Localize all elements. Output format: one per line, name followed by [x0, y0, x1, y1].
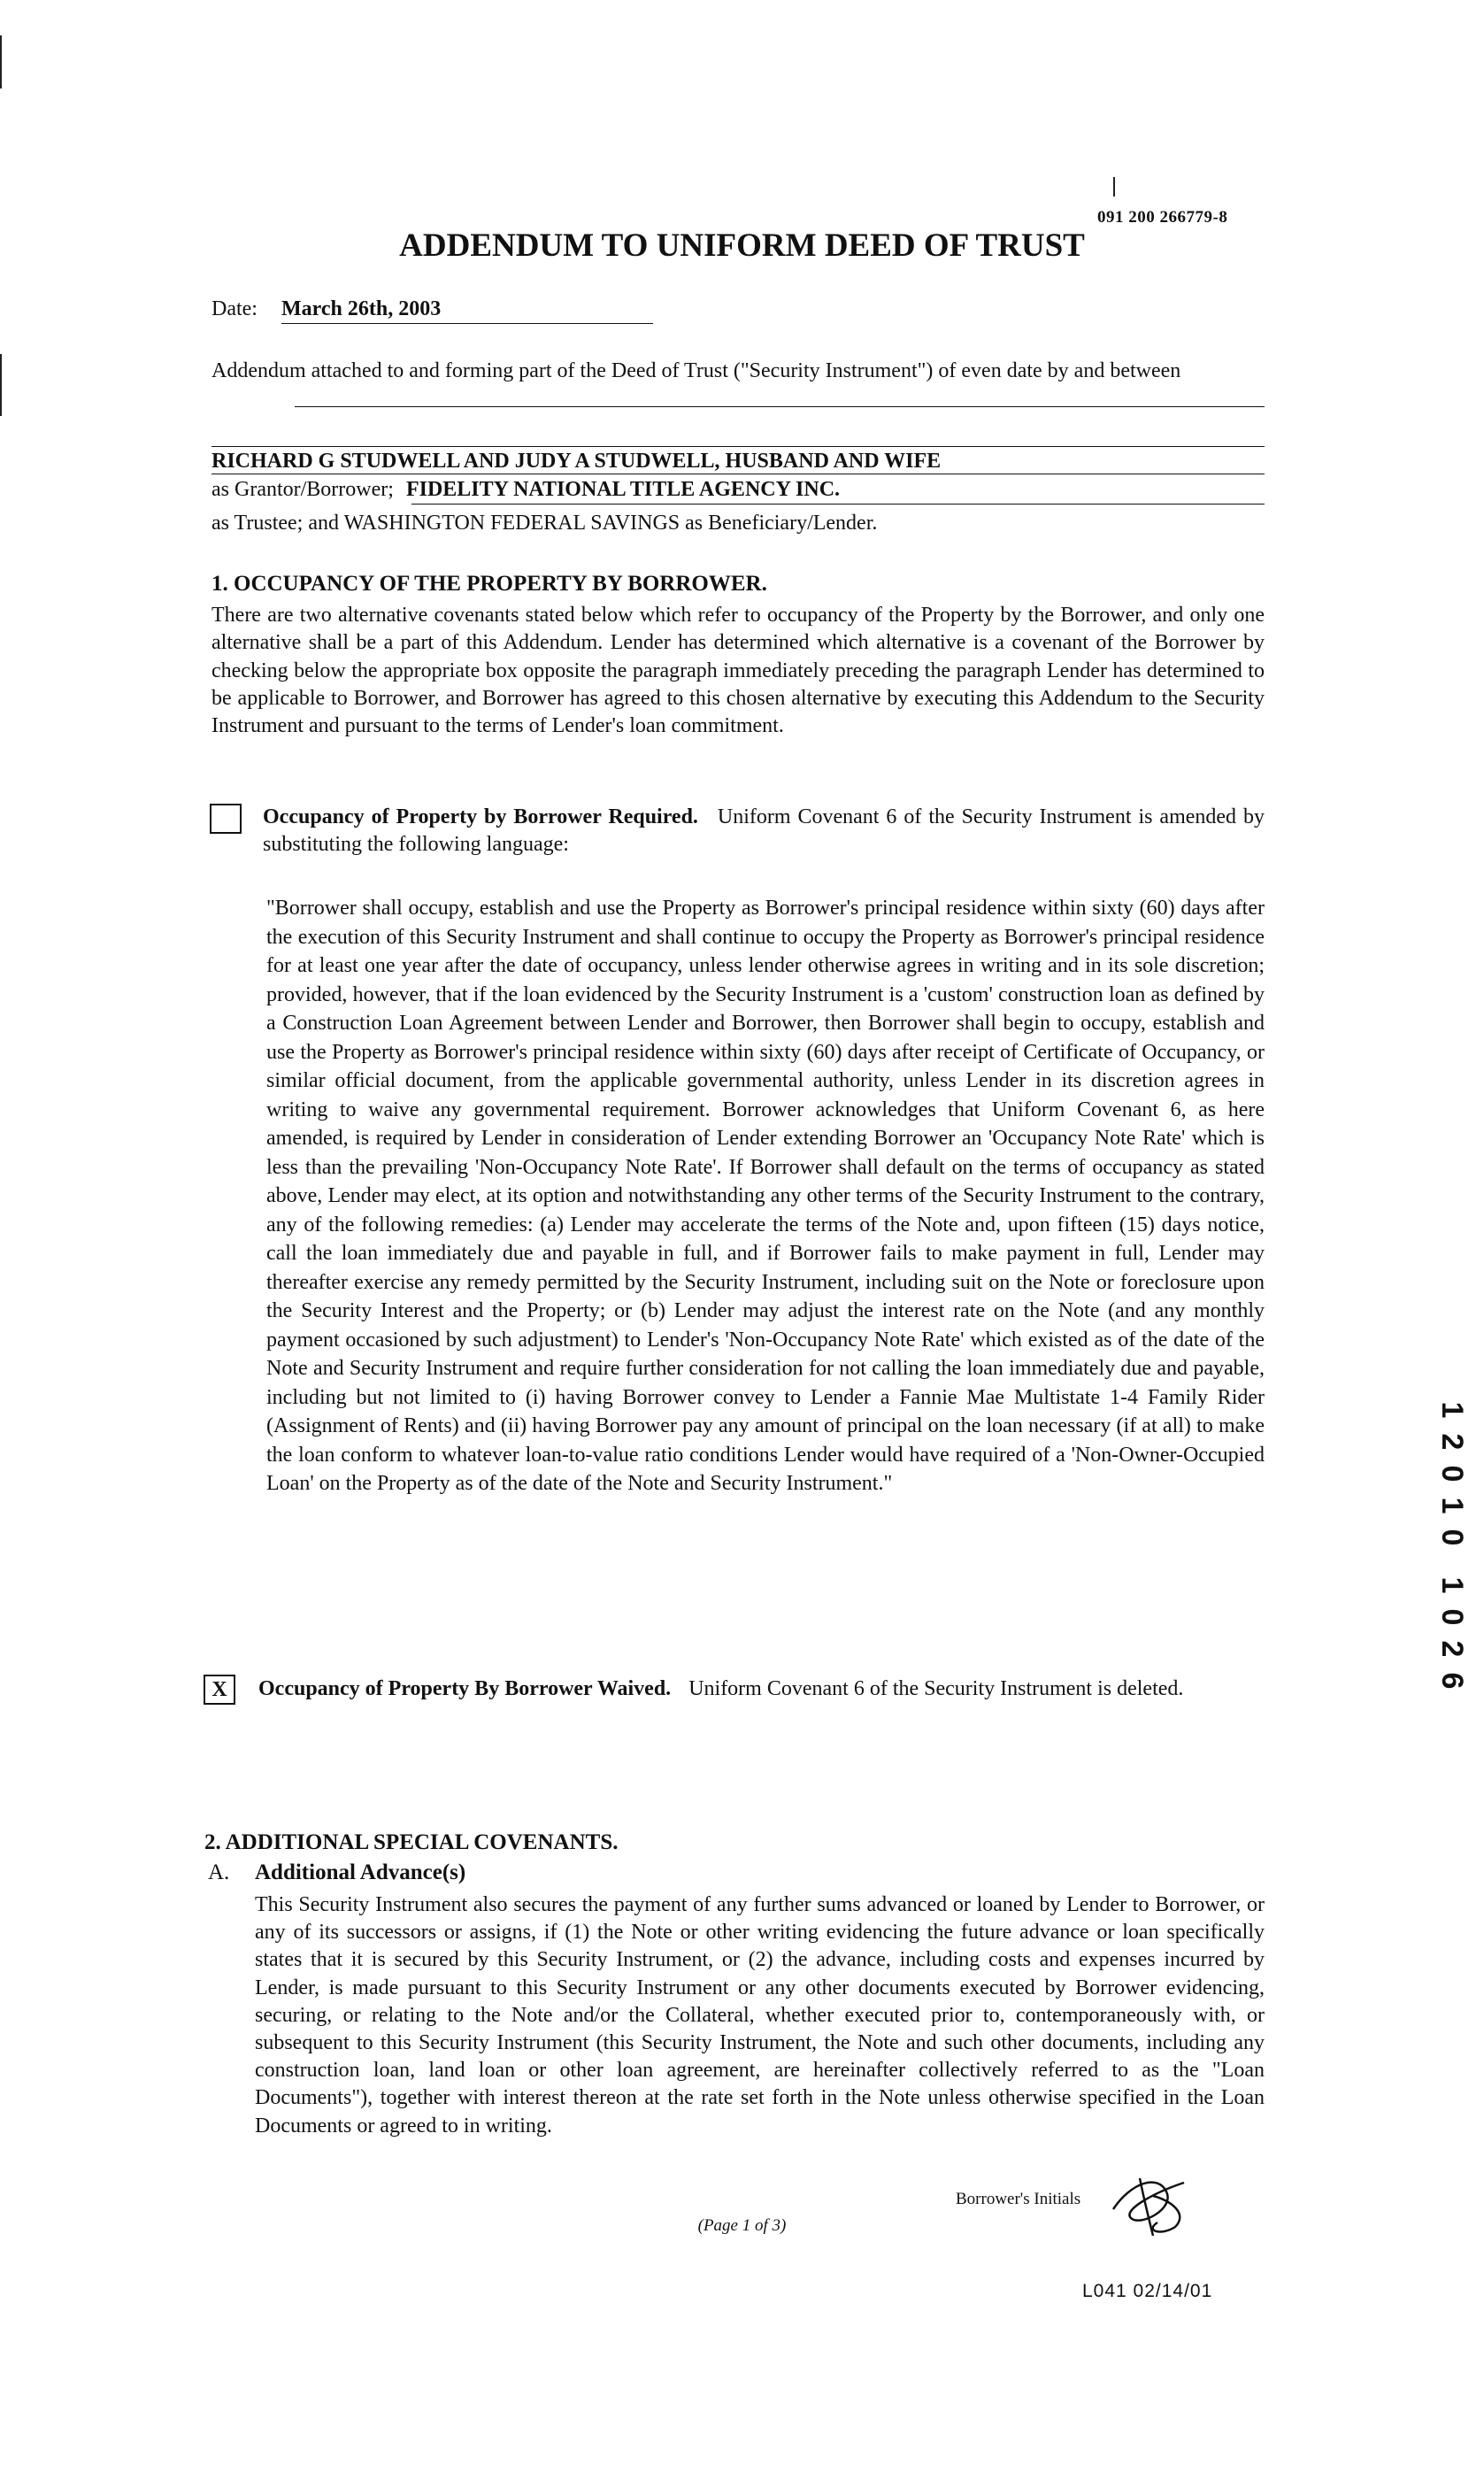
borrower-names: RICHARD G STUDWELL AND JUDY A STUDWELL, HUSBAND AND WIFE	[211, 446, 1265, 474]
stamp-digit: 1	[1435, 1497, 1469, 1514]
grantor-line	[211, 478, 1265, 502]
scan-edge-mark	[1113, 177, 1115, 196]
section-2a-label: A.	[208, 1860, 230, 1884]
stamp-digit: 6	[1435, 1672, 1469, 1690]
stamp-digit: 2	[1435, 1640, 1469, 1658]
grantor-underline	[411, 504, 1265, 505]
stamp-digit: 0	[1435, 1608, 1469, 1626]
stamp-digit: 1	[1435, 1401, 1469, 1419]
occupancy-waived-option	[258, 1675, 1265, 1703]
occupancy-waived-checkbox[interactable]: X	[204, 1675, 235, 1705]
date-label: Date:	[211, 297, 258, 320]
section-2-heading: 2. ADDITIONAL SPECIAL COVENANTS.	[204, 1830, 619, 1854]
trustee-agency: FIDELITY NATIONAL TITLE AGENCY INC.	[405, 478, 841, 501]
intro-text: Addendum attached to and forming part of the Deed of Trust ("Security Instrument") of even date by and between	[211, 359, 1181, 382]
document-title: ADDENDUM TO UNIFORM DEED OF TRUST	[399, 227, 1085, 264]
stamp-digit: 0	[1435, 1529, 1469, 1546]
occupancy-required-title: Occupancy of Property by Borrower Required.	[263, 805, 698, 828]
stamp-digit: 2	[1435, 1433, 1469, 1451]
scan-edge-mark	[0, 35, 2, 89]
borrower-initials-label: Borrower's Initials	[956, 2190, 1081, 2208]
occupancy-required-checkbox[interactable]	[210, 804, 242, 834]
document-number: 091 200 266779-8	[1097, 208, 1228, 227]
occupancy-covenant-quote: "Borrower shall occupy, establish and use the Property as Borrower's principal residence within sixty (60) days after the execution of this Security Instrument and shall continue to occupy the Property as Borrower's principal residence for at least one year after the date of occupancy, unless lender otherwise agrees in writing and in its sole discretion; provided, however, that if the loan evidenced by the Security Instrument is a 'custom' construction loan as defined by a Construction Loan Agreement between Lender and Borrower, then Borrower shall begin to occupy, establish and use the Property as Borrower's principal residence within sixty (60) days after receipt of Certificate of Occupancy, or similar official document, from the applicable governmental authority, unless Lender in its discretion agrees in writing to waive any governmental requirement. Borrower acknowledges that Uniform Covenant 6, as here amended, is required by Lender in consideration of Lender extending Borrower an 'Occupancy Note Rate' which is less than the prevailing 'Non-Occupancy Note Rate'. If Borrower shall default on the terms of occupancy as stated above, Lender may elect, at its option and notwithstanding any other terms of the Security Instrument to the contrary, any of the following remedies: (a) Lender may accelerate the terms of the Note and, upon fifteen (15) days notice, call the loan immediately due and payable in full, and if Borrower fails to make payment in full, Lender may thereafter exercise any remedy permitted by the Security Instrument, including suit on the Note or foreclosure upon the Security Interest and the Property; or (b) Lender may adjust the interest rate on the Note (and any monthly payment occasioned by such adjustment) to Lender's 'Non-Occupancy Note Rate' which existed as of the date of the Note and Security Instrument and require further consideration for not calling the loan immediately due and payable, including but not limited to (i) having Borrower convey to Lender a Fannie Mae Multistate 1-4 Family Rider (Assignment of Rents) and (ii) having Borrower pay any amount of principal on the loan necessary (if at all) to make the loan conform to whatever loan-to-value ratio conditions Lender would have required of a 'Non-Owner-Occupied Loan' on the Property as of the date of the Note and Security Instrument."	[266, 897, 1265, 1495]
occupancy-required-option	[263, 804, 1265, 859]
stamp-digit: 1	[1435, 1576, 1469, 1594]
date-value: March 26th, 2003	[281, 297, 653, 324]
recording-number-stamp	[1431, 1394, 1473, 1713]
occupancy-required-text: Uniform Covenant 6 of the Security Instrument is amended by substituting the following language:	[263, 805, 1265, 857]
section-1-heading: 1. OCCUPANCY OF THE PROPERTY BY BORROWER.	[211, 572, 767, 596]
section-2a-heading: Additional Advance(s)	[255, 1860, 466, 1884]
section-1-text: There are two alternative covenants stated below which refer to occupancy of the Property by the Borrower, and only one alternative shall be a part of this Addendum. Lender has determined which alternative is a covenant of the Borrower by checking below the appropriate box opposite the paragraph immediately preceding the paragraph Lender has determined to be applicable to Borrower, and Borrower has agreed to this chosen alternative by executing this Addendum to the Security Instrument and pursuant to the terms of Lender's loan commitment.	[211, 604, 1265, 738]
scan-edge-mark	[0, 354, 2, 416]
page-number: (Page 1 of 3)	[697, 2216, 787, 2235]
trustee-line: as Trustee; and WASHINGTON FEDERAL SAVINGS as Beneficiary/Lender.	[211, 512, 878, 535]
grantor-prefix: as Grantor/Borrower;	[211, 478, 394, 501]
additional-advances-text: This Security Instrument also secures the payment of any further sums advanced or loaned by Lender to Borrower, or any of its successors or assigns, if (1) the Note or other writing evidencing the future advance or loan specifically states that it is secured by this Security Instrument, or (2) the advance, including costs and expenses incurred by Lender, is made pursuant to this Security Instrument or any other documents executed by Borrower evidencing, securing, or relating to the Note and/or the Collateral, whether executed prior to, contemporaneously with, or subsequent to this Security Instrument (this Security Instrument, the Note and such other documents, including any construction loan, land loan or other loan agreement, are hereinafter collectively referred to as the "Loan Documents"), together with interest thereon at the rate set forth in the Note unless otherwise specified in the Loan Documents or agreed to in writing.	[255, 1893, 1265, 2138]
occupancy-waived-text: Uniform Covenant 6 of the Security Instrument is deleted.	[688, 1677, 1184, 1700]
between-underline	[295, 406, 1265, 407]
stamp-digit: 0	[1435, 1465, 1469, 1483]
occupancy-waived-title: Occupancy of Property By Borrower Waived.	[258, 1677, 672, 1700]
form-code: L041 02/14/01	[1082, 2281, 1213, 2301]
